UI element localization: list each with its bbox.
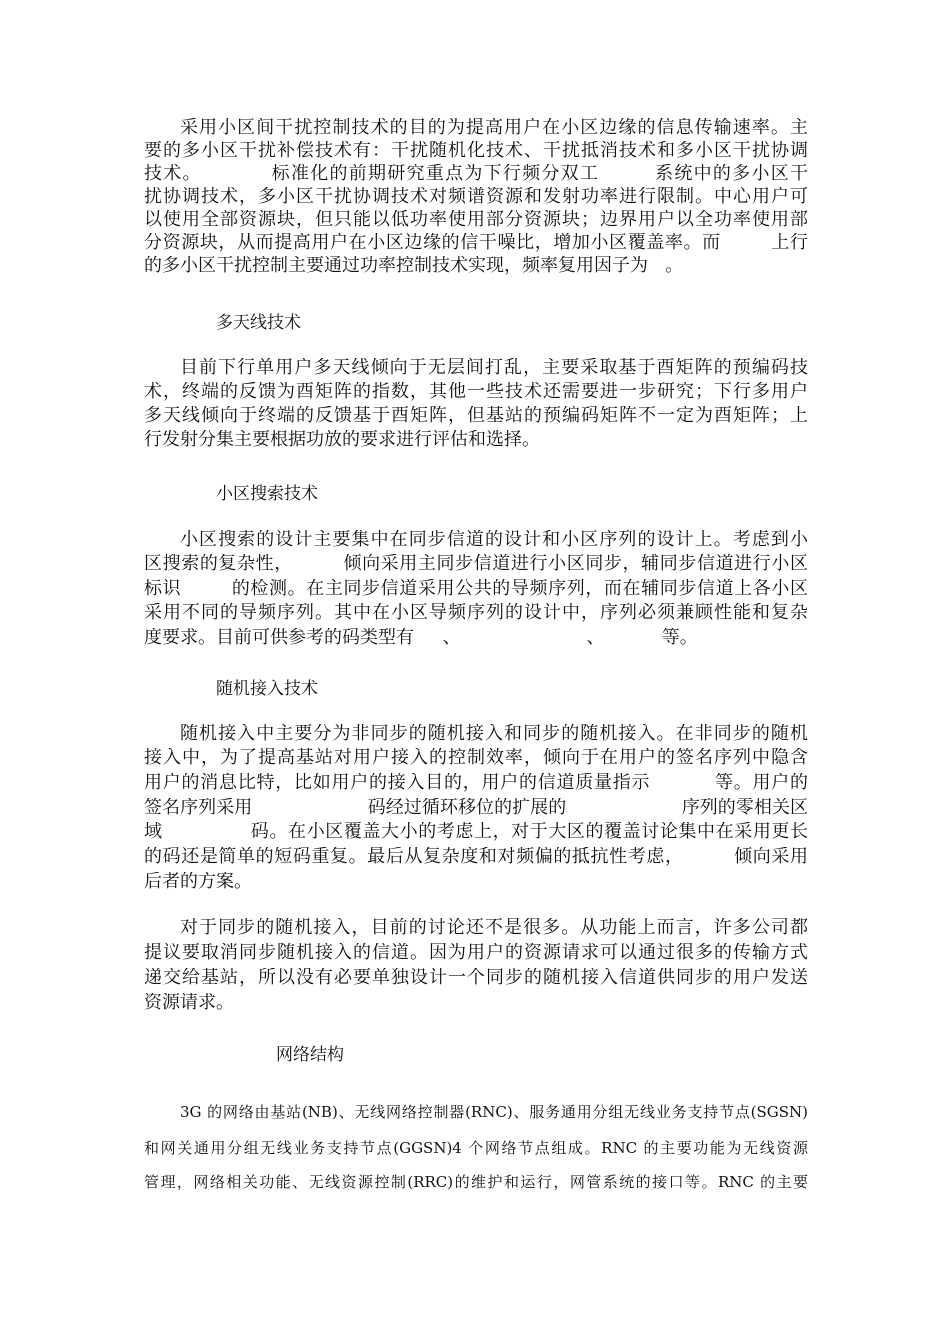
text-line: 和网关通用分组无线业务支持节点(GGSN)4 个网络节点组成。RNC 的主要功能为无线资源: [144, 1139, 808, 1157]
text-line: 标识 的检测。在主同步信道采用公共的导频序列，而在辅同步信道上各小区: [144, 579, 808, 599]
text-line: 采用不同的导频序列。其中在小区导频序列的设计中，序列必须兼顾性能和复杂: [144, 603, 808, 623]
text-line: 的码还是简单的短码重复。最后从复杂度和对频偏的抵抗性考虑， 倾向采用: [144, 847, 808, 867]
text-line: 采用小区间干扰控制技术的目的为提高用户在小区边缘的信息传输速率。主: [180, 118, 808, 138]
text-line: 签名序列采用 码经过循环移位的扩展的 序列的零相关区: [144, 798, 808, 818]
text-line: 提议要取消同步随机接入的信道。因为用户的资源请求可以通过很多的传输方式: [144, 943, 808, 963]
text-line: 随机接入中主要分为非同步的随机接入和同步的随机接入。在非同步的随机: [180, 724, 808, 744]
text-line: 用户的消息比特，比如用户的接入目的，用户的信道质量指示 等。用户的: [144, 773, 808, 793]
heading-random-access: 随机接入技术: [216, 679, 318, 699]
text-line: 域 码。在小区覆盖大小的考虑上，对于大区的覆盖讨论集中在采用更长: [144, 822, 808, 842]
text-line: 递交给基站，所以没有必要单独设计一个同步的随机接入信道供同步的用户发送: [144, 968, 808, 988]
text-line: 以使用全部资源块，但只能以低功率使用部分资源块；边界用户以全功率使用部: [144, 210, 808, 230]
text-line: 行发射分集主要根据功放的要求进行评估和选择。: [144, 430, 540, 450]
heading-multi-antenna: 多天线技术: [216, 313, 301, 333]
text-line: 管理，网络相关功能、无线资源控制(RRC)的维护和运行，网管系统的接口等。RNC 的主要: [144, 1173, 808, 1191]
text-line: 目前下行单用户多天线倾向于无层间打乱，主要采取基于酉矩阵的预编码技: [180, 358, 808, 378]
text-line: 多天线倾向于终端的反馈基于酉矩阵，但基站的预编码矩阵不一定为酉矩阵；上: [144, 406, 808, 426]
text-line: 要的多小区干扰补偿技术有：干扰随机化技术、干扰抵消技术和多小区干扰协调: [144, 141, 808, 161]
text-line: 区搜索的复杂性， 倾向采用主同步信道进行小区同步，辅同步信道进行小区: [144, 554, 808, 574]
text-line: 分资源块，从而提高用户在小区边缘的信干噪比，增加小区覆盖率。而 上行: [144, 233, 808, 253]
text-line: 扰协调技术，多小区干扰协调技术对频谱资源和发射功率进行限制。中心用户可: [144, 187, 808, 207]
text-line: 的多小区干扰控制主要通过功率控制技术实现，频率复用因子为 。: [144, 256, 684, 276]
text-line: 度要求。目前可供参考的码类型有 、 、 等。: [144, 628, 698, 648]
text-line: 小区搜索的设计主要集中在同步信道的设计和小区序列的设计上。考虑到小: [180, 530, 808, 550]
text-line: 后者的方案。: [144, 872, 252, 892]
text-line: 3G 的网络由基站(NB)、无线网络控制器(RNC)、服务通用分组无线业务支持节点(SGSN): [180, 1103, 808, 1121]
text-line: 资源请求。: [144, 993, 234, 1013]
text-line: 接入中，为了提高基站对用户接入的控制效率，倾向于在用户的签名序列中隐含: [144, 748, 808, 768]
text-line: 对于同步的随机接入，目前的讨论还不是很多。从功能上而言，许多公司都: [180, 918, 808, 938]
text-line: 术，终端的反馈为酉矩阵的指数，其他一些技术还需要进一步研究；下行多用户: [144, 382, 808, 402]
heading-cell-search: 小区搜索技术: [216, 484, 318, 504]
heading-network-structure: 网络结构: [276, 1045, 344, 1065]
text-line: 技术。 标准化的前期研究重点为下行频分双工 系统中的多小区干: [144, 164, 808, 184]
